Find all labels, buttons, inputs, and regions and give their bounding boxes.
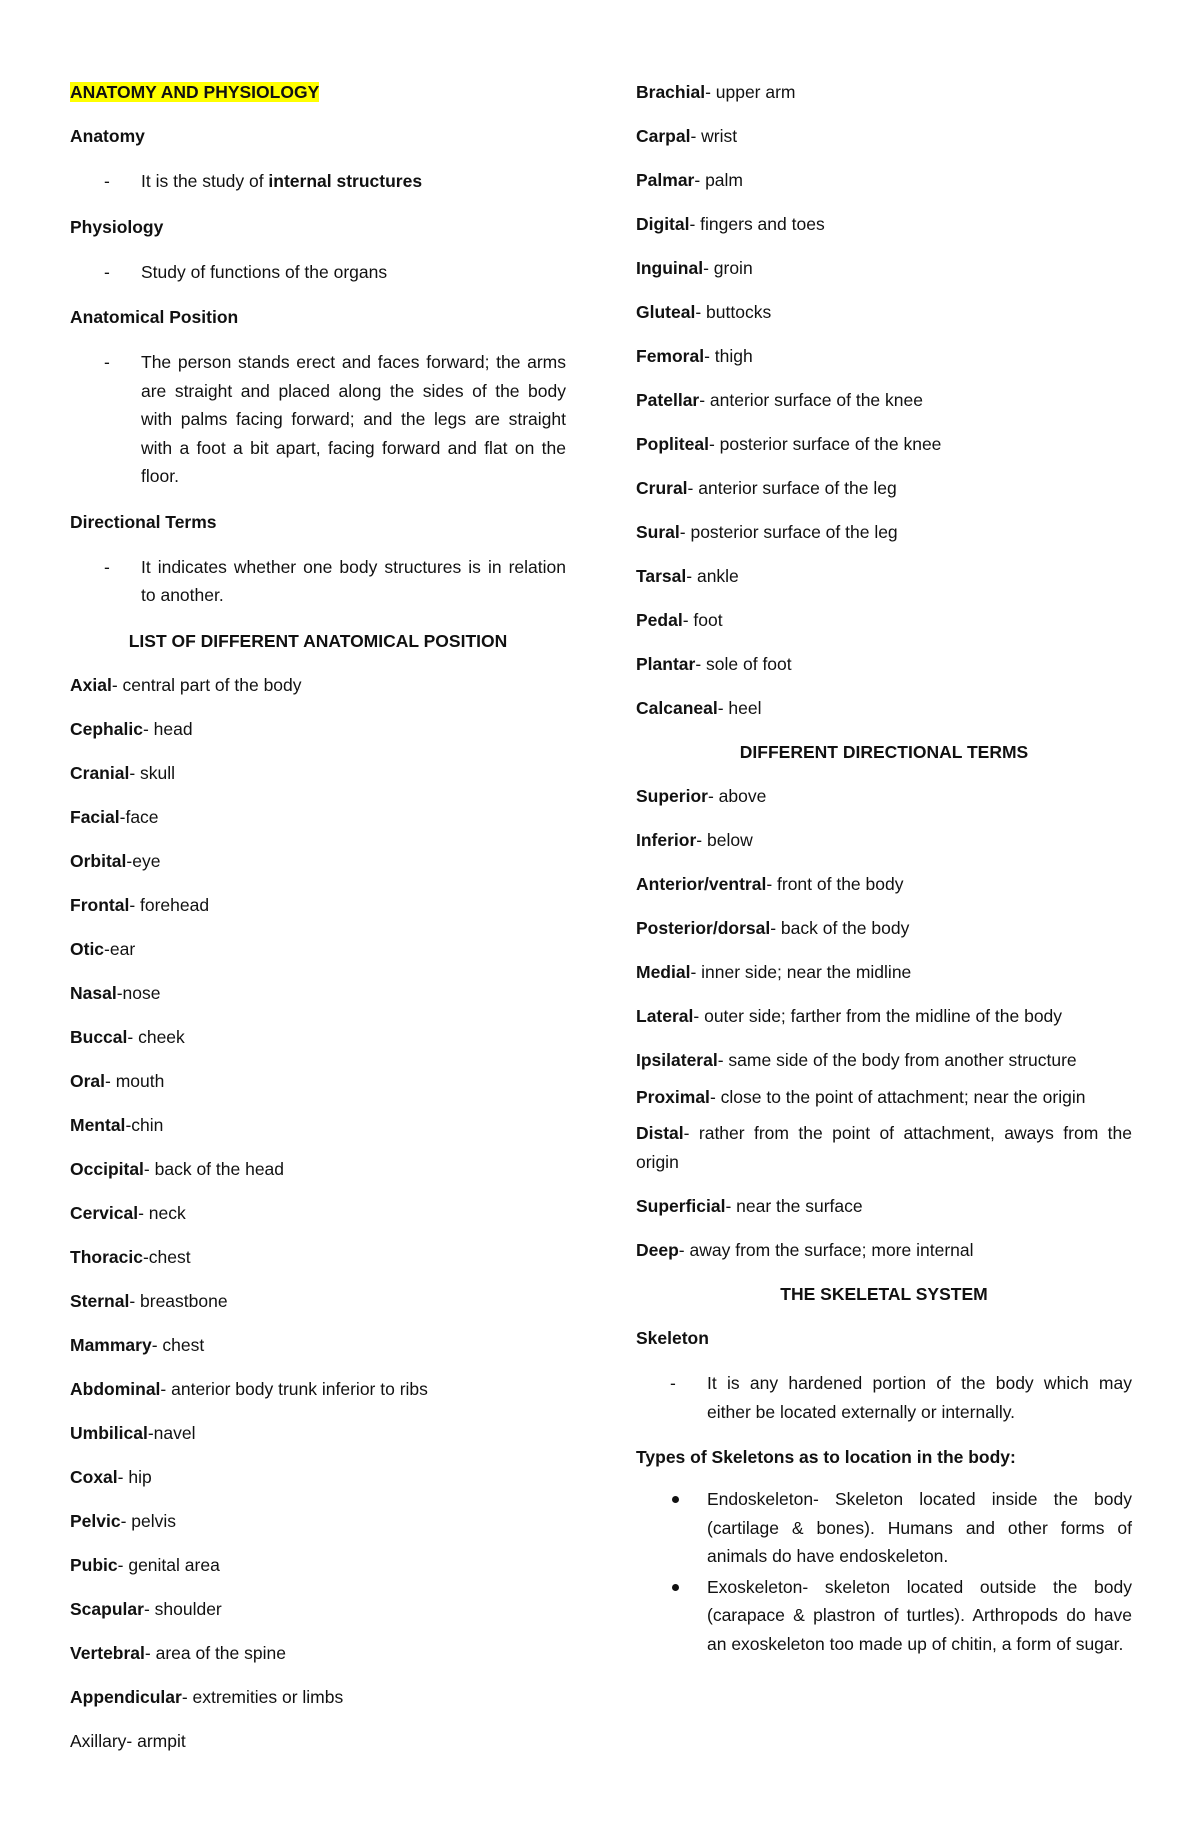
term-name: Inguinal bbox=[636, 258, 704, 278]
term-name: Gluteal bbox=[636, 302, 696, 322]
term-name: Oral bbox=[70, 1070, 106, 1091]
anatomical-term-row bbox=[70, 1543, 566, 1587]
proximal-term: Proximal- close to the point of attachment; near the origin bbox=[636, 1086, 1086, 1107]
anatomy-heading: Anatomy bbox=[70, 126, 145, 146]
term-name: Digital bbox=[636, 214, 690, 234]
term-definition: - neck bbox=[138, 1202, 186, 1223]
anatomical-list-heading: LIST OF DIFFERENT ANATOMICAL POSITION bbox=[128, 630, 508, 651]
term-definition: - foot bbox=[682, 610, 723, 630]
anatomical-term-row bbox=[70, 1675, 566, 1719]
anatomical-term-row bbox=[636, 686, 1132, 730]
dash-marker: - bbox=[104, 352, 110, 372]
superficial-term: Superficial- near the surface bbox=[636, 1196, 863, 1216]
anatomical-term-row bbox=[636, 114, 1132, 158]
anatomical-term-row bbox=[70, 1015, 566, 1059]
document-title: ANATOMY AND PHYSIOLOGY bbox=[70, 82, 320, 102]
term-name: Nasal bbox=[70, 982, 117, 1003]
term-name: Posterior/dorsal bbox=[636, 918, 771, 938]
anatomical-term-row bbox=[70, 1147, 566, 1191]
term-definition: - skull bbox=[129, 762, 176, 783]
term-definition: - head bbox=[142, 718, 193, 739]
term-definition: - mouth bbox=[105, 1070, 165, 1091]
anatomical-term-row bbox=[70, 927, 566, 971]
term-name: Cephalic bbox=[70, 718, 143, 739]
deep-term: Deep- away from the surface; more internal bbox=[636, 1240, 974, 1260]
term-name: Plantar bbox=[636, 654, 696, 674]
ipsilateral-term: Ipsilateral- same side of the body from another structure bbox=[636, 1050, 1077, 1070]
term-name: Sural bbox=[636, 522, 680, 542]
term-name: Pubic bbox=[70, 1554, 118, 1575]
term-name: Femoral bbox=[636, 346, 705, 366]
term-name: Popliteal bbox=[636, 434, 709, 454]
term-name: Palmar bbox=[636, 170, 695, 190]
term-definition: - anterior surface of the knee bbox=[699, 390, 923, 410]
directional-terms-definition: - It indicates whether one body structures is in relation to another. bbox=[70, 553, 566, 610]
skeleton-heading: Skeleton bbox=[636, 1328, 709, 1348]
anatomical-term-row bbox=[70, 971, 566, 1015]
directional-term-row bbox=[636, 774, 1132, 818]
directional-term-row bbox=[636, 906, 1132, 950]
term-name: Cranial bbox=[70, 762, 130, 783]
term-definition: - anterior body trunk inferior to ribs bbox=[160, 1378, 428, 1399]
anatomical-position-heading: Anatomical Position bbox=[70, 307, 239, 327]
dash-marker: - bbox=[104, 261, 110, 282]
anatomical-term-row bbox=[70, 1279, 566, 1323]
exoskeleton-item: Exoskeleton- skeleton located outside the body (carapace & plastron of turtles). Arthropods do have an exoskeleton too made up of chitin, a form of sugar. bbox=[636, 1573, 1132, 1659]
anatomical-term-row bbox=[636, 334, 1132, 378]
anatomical-term-row bbox=[70, 1455, 566, 1499]
skeletal-system-heading: THE SKELETAL SYSTEM bbox=[780, 1284, 988, 1304]
term-name: Cervical bbox=[70, 1202, 139, 1223]
term-definition: - forehead bbox=[129, 894, 210, 915]
anatomical-term-row bbox=[70, 1631, 566, 1675]
anatomical-term-row bbox=[70, 1411, 566, 1455]
term-definition: - buttocks bbox=[695, 302, 772, 322]
dash-marker: - bbox=[104, 171, 110, 191]
physiology-definition: - Study of functions of the organs bbox=[70, 258, 566, 287]
anatomical-term-row bbox=[70, 883, 566, 927]
anatomical-term-row bbox=[636, 510, 1132, 554]
term-definition: - posterior surface of the leg bbox=[679, 522, 898, 542]
term-definition: -chin bbox=[125, 1114, 164, 1135]
term-name: Anterior/ventral bbox=[636, 874, 767, 894]
physiology-heading: Physiology bbox=[70, 216, 164, 237]
term-definition: - palm bbox=[694, 170, 743, 190]
anatomical-term-row bbox=[70, 1367, 566, 1411]
anatomy-definition: - It is the study of internal structures bbox=[70, 167, 566, 196]
dash-marker: - bbox=[670, 1373, 676, 1393]
term-definition: - upper arm bbox=[705, 82, 796, 102]
term-definition: - chest bbox=[151, 1334, 205, 1355]
term-definition: - hip bbox=[117, 1466, 152, 1487]
term-definition: - breastbone bbox=[129, 1290, 228, 1311]
bullet-icon bbox=[672, 1584, 679, 1591]
anatomical-term-row bbox=[70, 1587, 566, 1631]
term-name: Axial bbox=[70, 674, 112, 695]
directional-terms-list bbox=[636, 774, 1132, 1038]
term-definition: - posterior surface of the knee bbox=[708, 434, 942, 454]
term-name: Pedal bbox=[636, 610, 683, 630]
term-definition: - shoulder bbox=[143, 1598, 222, 1619]
anatomical-term-row bbox=[70, 1059, 566, 1103]
term-definition: -chest bbox=[142, 1246, 191, 1267]
term-name: Mammary bbox=[70, 1334, 152, 1355]
directional-terms-heading: Directional Terms bbox=[70, 511, 217, 532]
term-name: Carpal bbox=[636, 126, 691, 146]
term-name: Thoracic bbox=[70, 1246, 143, 1267]
axillary-term: Axillary- armpit bbox=[70, 1730, 186, 1751]
term-definition: - wrist bbox=[690, 126, 738, 146]
directional-term-row bbox=[636, 818, 1132, 862]
term-name: Frontal bbox=[70, 894, 130, 915]
term-definition: - outer side; farther from the midline of the body bbox=[693, 1006, 1063, 1026]
term-name: Orbital bbox=[70, 850, 127, 871]
anatomical-term-row bbox=[70, 1235, 566, 1279]
dash-marker: - bbox=[104, 556, 110, 577]
term-name: Medial bbox=[636, 962, 691, 982]
term-definition: -navel bbox=[147, 1422, 196, 1443]
term-name: Occipital bbox=[70, 1158, 144, 1179]
anatomical-term-row bbox=[70, 839, 566, 883]
term-definition: - back of the head bbox=[143, 1158, 285, 1179]
term-name: Inferior bbox=[636, 830, 697, 850]
term-definition: - sole of foot bbox=[695, 654, 792, 674]
anatomical-term-row bbox=[636, 642, 1132, 686]
anatomical-position-definition: - The person stands erect and faces forward; the arms are straight and placed along the sides of the body with palms facing forward; and the legs are straight with a foot a bit apart, facing forward and flat on the floor. bbox=[70, 348, 566, 491]
term-definition: - below bbox=[696, 830, 753, 850]
anatomical-term-row bbox=[636, 422, 1132, 466]
skeleton-definition: - It is any hardened portion of the body which may either be located externally or internally. bbox=[636, 1369, 1132, 1426]
term-definition: - genital area bbox=[117, 1554, 220, 1575]
term-definition: - inner side; near the midline bbox=[690, 962, 912, 982]
term-definition: - heel bbox=[717, 698, 762, 718]
term-name: Brachial bbox=[636, 82, 706, 102]
term-name: Lateral bbox=[636, 1006, 694, 1026]
term-name: Pelvic bbox=[70, 1510, 121, 1531]
endoskeleton-item: Endoskeleton- Skeleton located inside the body (cartilage & bones). Humans and other forms of animals do have endoskeleton. bbox=[636, 1485, 1132, 1571]
term-definition: - above bbox=[707, 786, 767, 806]
term-name: Tarsal bbox=[636, 566, 687, 586]
term-name: Appendicular bbox=[70, 1686, 182, 1707]
anatomical-term-row bbox=[70, 1323, 566, 1367]
anatomical-term-row bbox=[636, 290, 1132, 334]
term-definition: - central part of the body bbox=[111, 674, 302, 695]
term-name: Mental bbox=[70, 1114, 126, 1135]
term-name: Abdominal bbox=[70, 1378, 161, 1399]
term-name: Vertebral bbox=[70, 1642, 145, 1663]
bullet-icon bbox=[672, 1496, 679, 1503]
anatomical-term-row bbox=[70, 795, 566, 839]
term-name: Umbilical bbox=[70, 1422, 148, 1443]
term-definition: - pelvis bbox=[120, 1510, 177, 1531]
term-name: Patellar bbox=[636, 390, 700, 410]
term-name: Scapular bbox=[70, 1598, 144, 1619]
anatomical-term-row bbox=[70, 707, 566, 751]
term-name: Coxal bbox=[70, 1466, 118, 1487]
term-name: Buccal bbox=[70, 1026, 128, 1047]
term-name: Calcaneal bbox=[636, 698, 718, 718]
directional-terms-list-heading: DIFFERENT DIRECTIONAL TERMS bbox=[739, 742, 1029, 762]
directional-term-row bbox=[636, 950, 1132, 994]
distal-term: Distal- rather from the point of attachment, aways from the origin bbox=[636, 1123, 1132, 1172]
term-name: Superior bbox=[636, 786, 708, 806]
anatomical-term-row bbox=[636, 466, 1132, 510]
types-of-skeletons-heading: Types of Skeletons as to location in the body: bbox=[636, 1447, 1016, 1467]
anatomical-term-row bbox=[636, 158, 1132, 202]
term-name: Sternal bbox=[70, 1290, 130, 1311]
anatomical-terms-list bbox=[70, 663, 566, 1719]
term-name: Facial bbox=[70, 806, 120, 827]
term-definition: - thigh bbox=[704, 346, 753, 366]
term-definition: - front of the body bbox=[766, 874, 904, 894]
term-definition: -face bbox=[119, 806, 159, 827]
anatomical-term-row bbox=[636, 598, 1132, 642]
anatomical-term-row bbox=[70, 1103, 566, 1147]
term-definition: - cheek bbox=[127, 1026, 185, 1047]
term-name: Crural bbox=[636, 478, 688, 498]
anatomical-terms-list-continued bbox=[636, 70, 1132, 730]
anatomical-term-row bbox=[636, 246, 1132, 290]
term-definition: -nose bbox=[116, 982, 161, 1003]
term-definition: - anterior surface of the leg bbox=[687, 478, 897, 498]
anatomical-term-row bbox=[636, 70, 1132, 114]
anatomical-term-row bbox=[636, 202, 1132, 246]
term-definition: - fingers and toes bbox=[689, 214, 825, 234]
term-definition: -eye bbox=[126, 850, 161, 871]
term-definition: - back of the body bbox=[770, 918, 910, 938]
directional-term-row bbox=[636, 862, 1132, 906]
anatomical-term-row bbox=[636, 378, 1132, 422]
anatomical-term-row bbox=[70, 751, 566, 795]
term-definition: - groin bbox=[703, 258, 753, 278]
term-definition: - ankle bbox=[686, 566, 739, 586]
term-definition: -ear bbox=[104, 938, 136, 959]
term-definition: - area of the spine bbox=[144, 1642, 286, 1663]
anatomical-term-row bbox=[636, 554, 1132, 598]
term-name: Otic bbox=[70, 938, 105, 959]
left-column bbox=[70, 70, 566, 1763]
right-column bbox=[636, 70, 1132, 1658]
anatomical-term-row bbox=[70, 663, 566, 707]
directional-term-row bbox=[636, 994, 1132, 1038]
anatomical-term-row bbox=[70, 1191, 566, 1235]
anatomical-term-row bbox=[70, 1499, 566, 1543]
term-definition: - extremities or limbs bbox=[181, 1686, 344, 1707]
